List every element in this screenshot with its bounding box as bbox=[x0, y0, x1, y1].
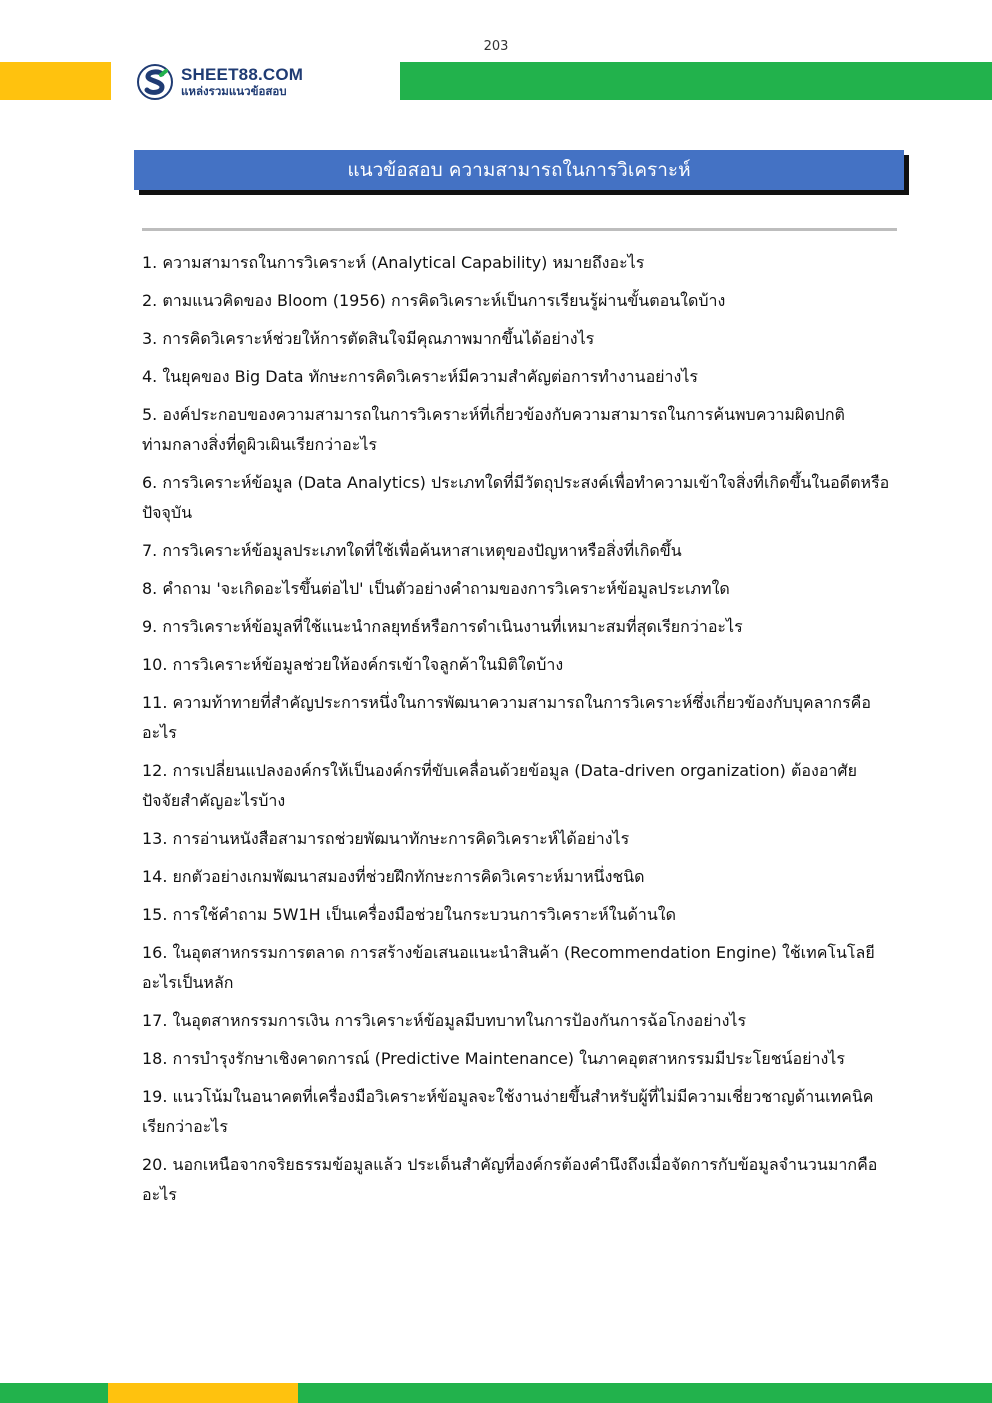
question-item: 3. การคิดวิเคราะห์ช่วยให้การตัดสินใจมีคุณภาพมากขึ้นได้อย่างไร bbox=[142, 329, 595, 348]
question-item: 17. ในอุตสาหกรรมการเงิน การวิเคราะห์ข้อมูลมีบทบาทในการป้องกันการฉ้อโกงอย่างไร bbox=[142, 1011, 747, 1030]
question-item: 9. การวิเคราะห์ข้อมูลที่ใช้แนะนำกลยุทธ์หรือการดำเนินงานที่เหมาะสมที่สุดเรียกว่าอะไร bbox=[142, 617, 743, 636]
question-item: 14. ยกตัวอย่างเกมพัฒนาสมองที่ช่วยฝึกทักษะการคิดวิเคราะห์มาหนึ่งชนิด bbox=[142, 867, 645, 886]
brand-tagline: แหล่งรวมแนวข้อสอบ bbox=[181, 84, 287, 99]
brand-logo bbox=[137, 64, 303, 100]
header-band-green bbox=[400, 62, 992, 100]
question-item: 8. คำถาม 'จะเกิดอะไรขึ้นต่อไป' เป็นตัวอย่างคำถามของการวิเคราะห์ข้อมูลประเภทใด bbox=[142, 579, 730, 598]
sheet88-logo-icon bbox=[137, 64, 173, 100]
footer-band-green-left bbox=[0, 1383, 108, 1403]
footer-band-green-right bbox=[298, 1383, 992, 1403]
question-item: 2. ตามแนวคิดของ Bloom (1956) การคิดวิเคราะห์เป็นการเรียนรู้ผ่านขั้นตอนใดบ้าง bbox=[142, 291, 726, 310]
question-item: 7. การวิเคราะห์ข้อมูลประเภทใดที่ใช้เพื่อค้นหาสาเหตุของปัญหาหรือสิ่งที่เกิดขึ้น bbox=[142, 541, 682, 560]
question-item: 12. การเปลี่ยนแปลงองค์กรให้เป็นองค์กรที่ขับเคลื่อนด้วยข้อมูล (Data-driven organization) ต้องอาศัยปัจจัยสำคัญอะไรบ้าง bbox=[142, 761, 857, 810]
question-item: 1. ความสามารถในการวิเคราะห์ (Analytical Capability) หมายถึงอะไร bbox=[142, 253, 645, 272]
question-item: 16. ในอุตสาหกรรมการตลาด การสร้างข้อเสนอแนะนำสินค้า (Recommendation Engine) ใช้เทคโนโลยีอะไรเป็นหลัก bbox=[142, 943, 875, 992]
question-item: 13. การอ่านหนังสือสามารถช่วยพัฒนาทักษะการคิดวิเคราะห์ได้อย่างไร bbox=[142, 829, 630, 848]
question-item: 6. การวิเคราะห์ข้อมูล (Data Analytics) ประเภทใดที่มีวัตถุประสงค์เพื่อทำความเข้าใจสิ่งที่เกิดขึ้นในอดีตหรือปัจจุบัน bbox=[142, 473, 890, 522]
brand-name: SHEET88.COM bbox=[181, 65, 304, 85]
question-item: 5. องค์ประกอบของความสามารถในการวิเคราะห์ที่เกี่ยวข้องกับความสามารถในการค้นพบความผิดปกติท่ามกลางสิ่งที่ดูผิวเผินเรียกว่าอะไร bbox=[142, 405, 845, 454]
header-band-yellow bbox=[0, 62, 111, 100]
page-title: แนวข้อสอบ ความสามารถในการวิเคราะห์ bbox=[134, 150, 904, 190]
question-item: 10. การวิเคราะห์ข้อมูลช่วยให้องค์กรเข้าใจลูกค้าในมิติใดบ้าง bbox=[142, 655, 564, 674]
question-item: 20. นอกเหนือจากจริยธรรมข้อมูลแล้ว ประเด็นสำคัญที่องค์กรต้องคำนึงถึงเมื่อจัดการกับข้อมูลจำนวนมากคืออะไร bbox=[142, 1155, 878, 1204]
question-item: 4. ในยุคของ Big Data ทักษะการคิดวิเคราะห์มีความสำคัญต่อการทำงานอย่างไร bbox=[142, 367, 698, 386]
question-item: 18. การบำรุงรักษาเชิงคาดการณ์ (Predictive Maintenance) ในภาคอุตสาหกรรมมีประโยชน์อย่างไร bbox=[142, 1049, 845, 1068]
question-item: 15. การใช้คำถาม 5W1H เป็นเครื่องมือช่วยในกระบวนการวิเคราะห์ในด้านใด bbox=[142, 905, 676, 924]
page-number: 203 bbox=[483, 39, 509, 54]
footer-band-yellow bbox=[108, 1383, 298, 1403]
question-item: 19. แนวโน้มในอนาคตที่เครื่องมือวิเคราะห์ข้อมูลจะใช้งานง่ายขึ้นสำหรับผู้ที่ไม่มีความเชี่ยวชาญด้านเทคนิคเรียกว่าอะไร bbox=[142, 1087, 874, 1136]
question-list bbox=[142, 248, 894, 1218]
divider bbox=[142, 228, 897, 231]
question-item: 11. ความท้าทายที่สำคัญประการหนึ่งในการพัฒนาความสามารถในการวิเคราะห์ซึ่งเกี่ยวข้องกับบุคลากรคืออะไร bbox=[142, 693, 871, 742]
